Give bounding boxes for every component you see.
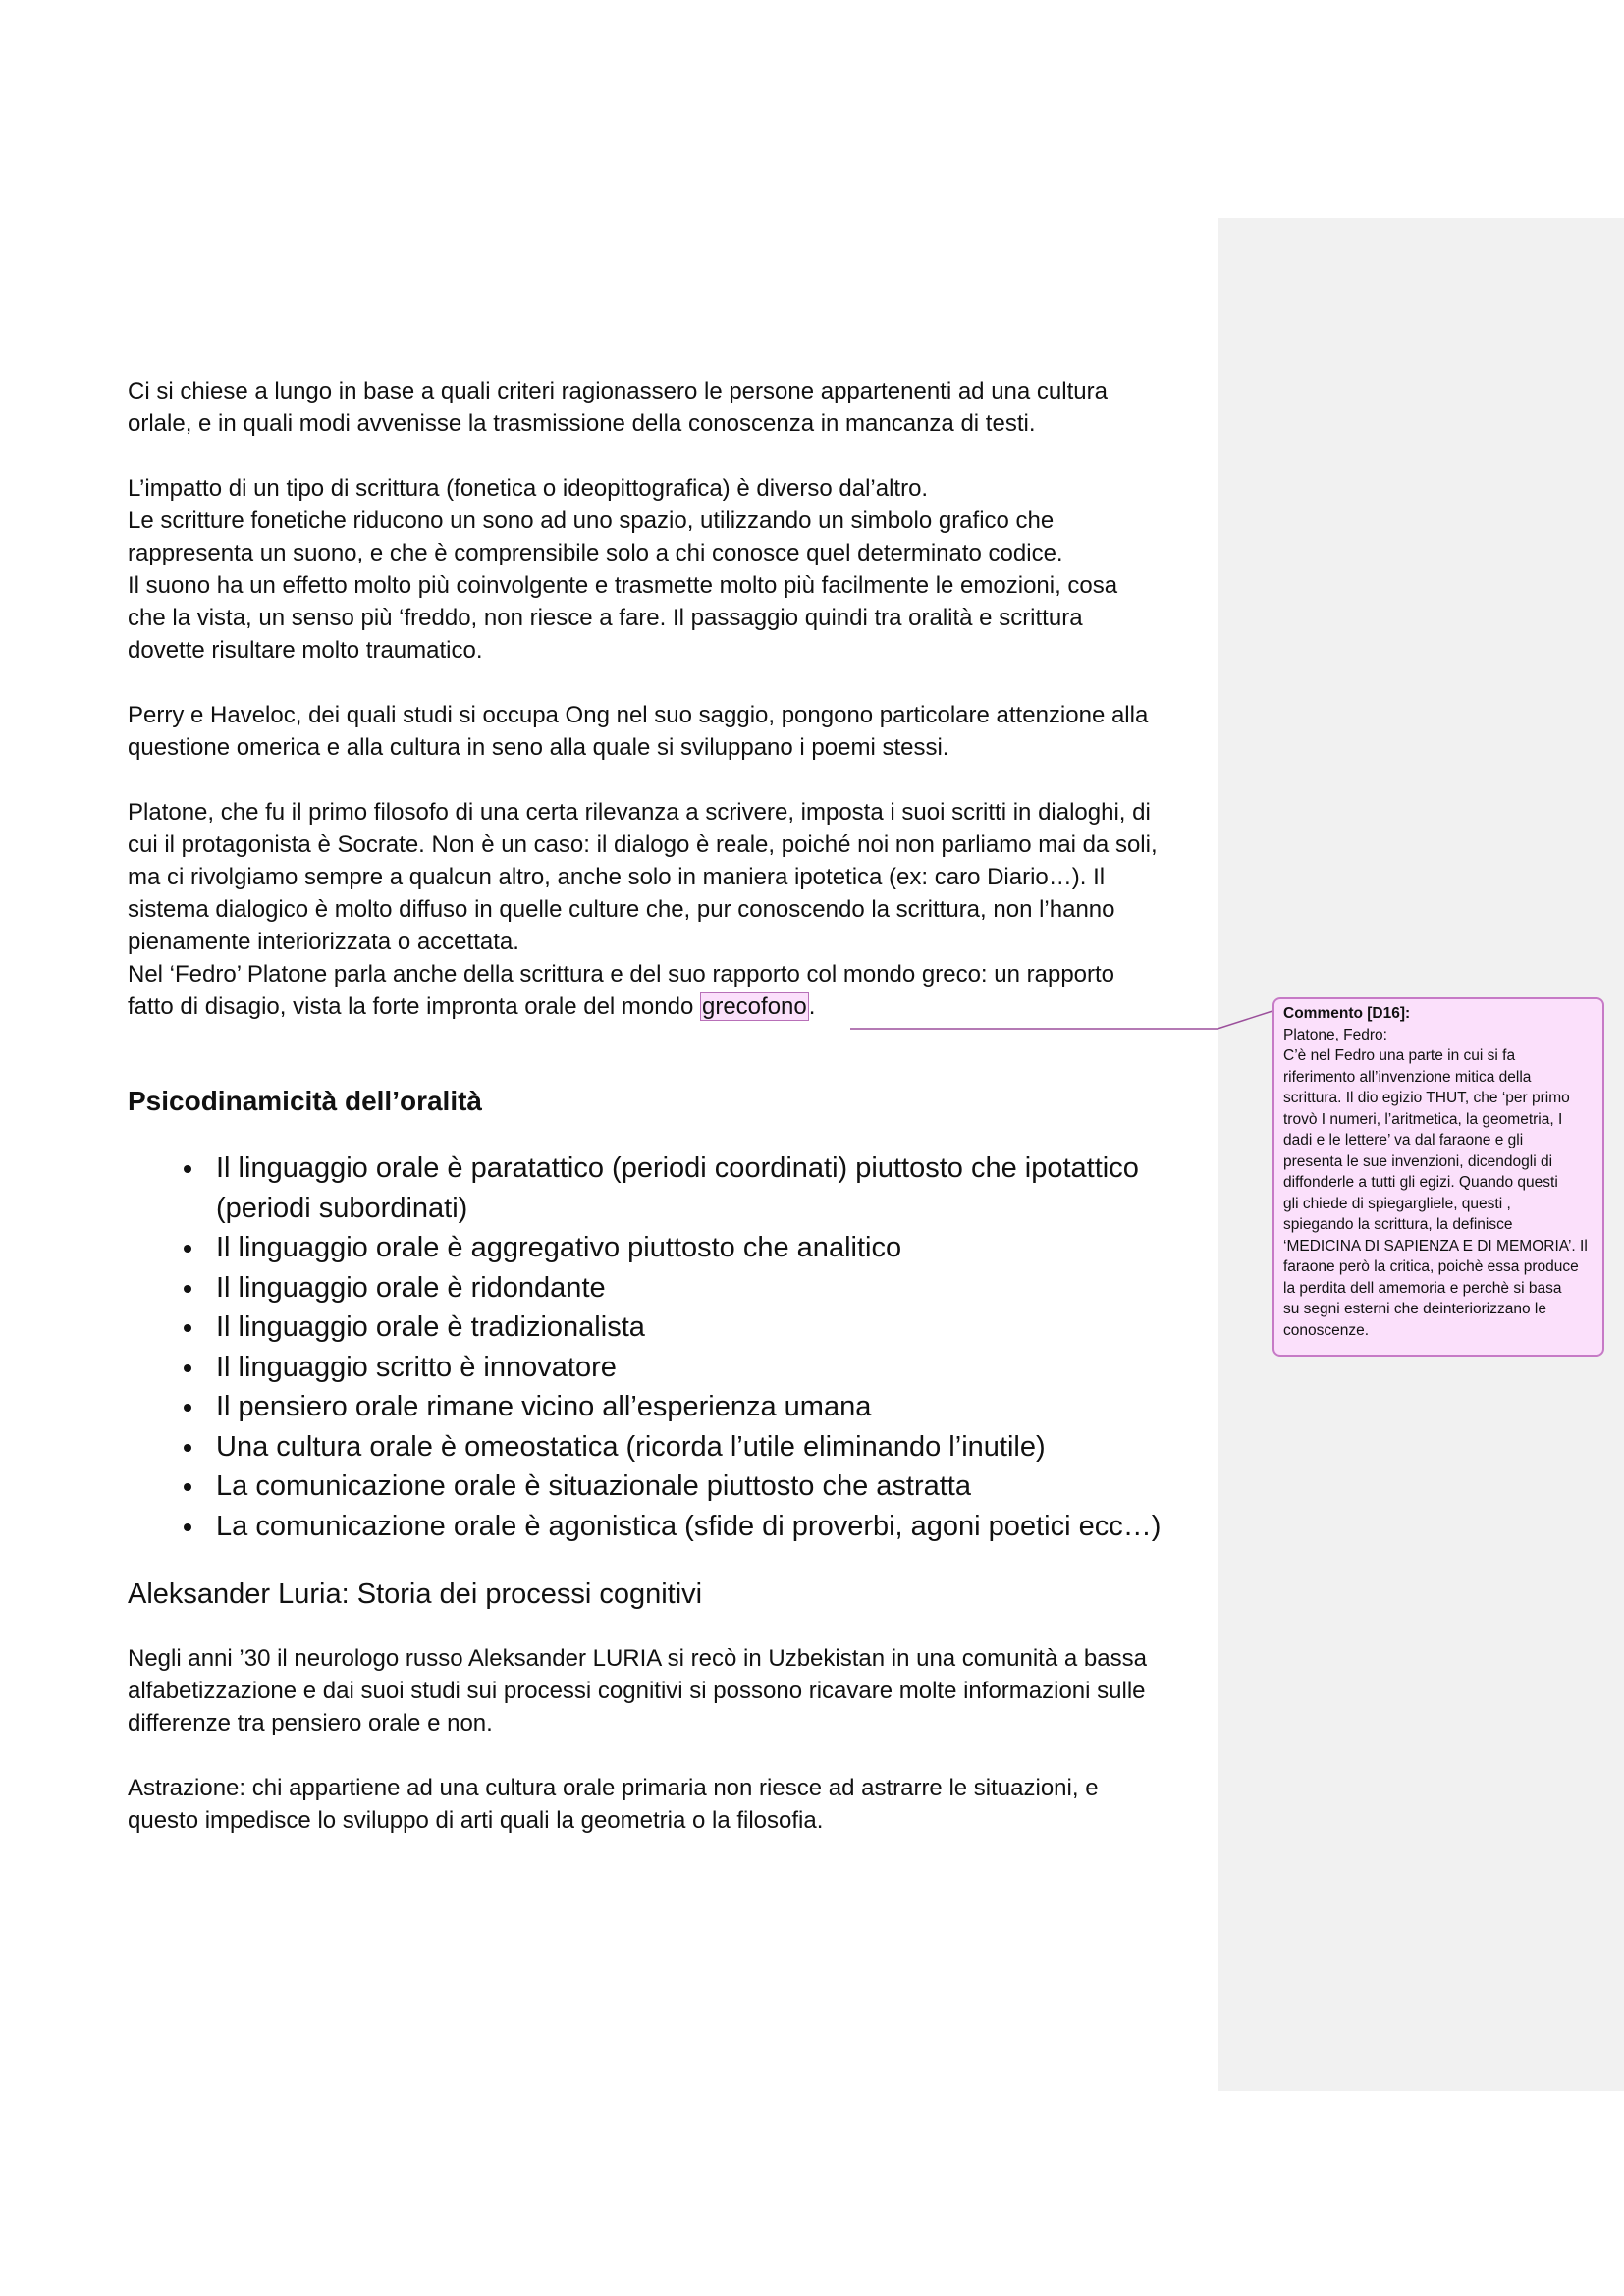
paragraph-perry-haveloc: Perry e Haveloc, dei quali studi si occupa Ong nel suo saggio, pongono particolare attenzione alla questione omerica e alla cultura in seno alla quale si sviluppano i poemi stessi. (128, 702, 1149, 761)
paragraph-luria: Negli anni ’30 il neurologo russo Aleksander LURIA si recò in Uzbekistan in una comunità a bassa alfabetizzazione e dai suoi studi sui processi cognitivi si possono ricavare molte informazioni sulle differenze tra pensiero orale e non. (128, 1645, 1147, 1736)
list-item: • La comunicazione orale è situazionale piuttosto che astratta (206, 1467, 1198, 1507)
list-item: • La comunicazione orale è agonistica (sfide di proverbi, agoni poetici ecc…) (206, 1507, 1198, 1547)
document-body (128, 375, 1198, 1869)
fedro-end: . (808, 993, 816, 1020)
oralita-list (128, 1148, 1198, 1546)
paragraph-scrittura: L’impatto di un tipo di scrittura (fonetica o ideopittografica) è diverso dal’altro. Le scritture fonetiche riducono un sono ad uno spazio, utilizzando un simbolo grafico che rappresenta un suono, e che è comprensibile solo a chi conosce quel determinato codice. Il suono ha un effetto molto più coinvolgente e trasmette molto più facilmente le emozioni, cosa che la vista, un senso più ‘freddo, non riesce a fare. Il passaggio quindi tra oralità e scrittura dovette risultare molto traumatico. (128, 475, 1118, 664)
paragraph-astrazione: Astrazione: chi appartiene ad una cultura orale primaria non riesce ad astrarre le situazioni, e questo impedisce lo sviluppo di arti quali la geometria o la filosofia. (128, 1775, 1099, 1834)
list-item: • Il linguaggio scritto è innovatore (206, 1348, 1198, 1388)
heading-luria: Aleksander Luria: Storia dei processi cognitivi (128, 1578, 703, 1610)
list-item: • Il linguaggio orale è ridondante (206, 1268, 1198, 1308)
list-item: • Il linguaggio orale è tradizionalista (206, 1308, 1198, 1348)
fedro-text: Nel ‘Fedro’ Platone parla anche della scrittura e del suo rapporto col mondo greco: un rapporto fatto di disagio, vista la forte impronta orale del mondo (128, 961, 1115, 1020)
paragraph-fedro (128, 958, 1198, 1023)
comment-author-line: Platone, Fedro: (1283, 1026, 1387, 1043)
comment-title: Commento [D16]: (1283, 1005, 1411, 1022)
list-item: • Il pensiero orale rimane vicino all’esperienza umana (206, 1387, 1198, 1427)
heading-psicodinamicita: Psicodinamicità dell’oralità (128, 1086, 483, 1116)
paragraph-platone: Platone, che fu il primo filosofo di una certa rilevanza a scrivere, imposta i suoi scritti in dialoghi, di cui il protagonista è Socrate. Non è un caso: il dialogo è reale, poiché noi non parliamo mai da soli, ma ci rivolgiamo sempre a qualcun altro, anche solo in maniera ipotetica (ex: caro Diario…). Il sistema dialogico è molto diffuso in quelle culture che, pur conoscendo la scrittura, non l’hanno pienamente interiorizzata o accettata. (128, 799, 1158, 955)
comment-text: C’è nel Fedro una parte in cui si fa riferimento all’invenzione mitica della scrittura. Il dio egizio THUT, che ‘per primo trovò I numeri, l’aritmetica, la geometria, I dadi e le lettere’ va dal faraone e gli presenta le sue invenzioni, dicendogli di diffonderle a tutti gli egizi. Quando questi gli chiede di spiegargliele, questi , spiegando la scrittura, la definisce ‘MEDICINA DI SAPIENZA E DI MEMORIA’. Il faraone però la critica, poichè essa produce la perdita dell amemoria e perchè si basa su segni esterni che deinteriorizzano le conoscenze. (1283, 1047, 1588, 1339)
paragraph-intro: Ci si chiese a lungo in base a quali criteri ragionassero le persone appartenenti ad una cultura orlale, e in quali modi avvenisse la trasmissione della conoscenza in mancanza di testi. (128, 378, 1108, 437)
list-item: • Una cultura orale è omeostatica (ricorda l’utile eliminando l’inutile) (206, 1427, 1198, 1468)
comment-anchor-grecofono[interactable]: grecofono (701, 993, 807, 1020)
list-item: • Il linguaggio orale è aggregativo piuttosto che analitico (206, 1228, 1198, 1268)
comment-balloon[interactable] (1272, 997, 1604, 1357)
list-item: • Il linguaggio orale è paratattico (periodi coordinati) piuttosto che ipotattico (periodi subordinati) (206, 1148, 1198, 1228)
